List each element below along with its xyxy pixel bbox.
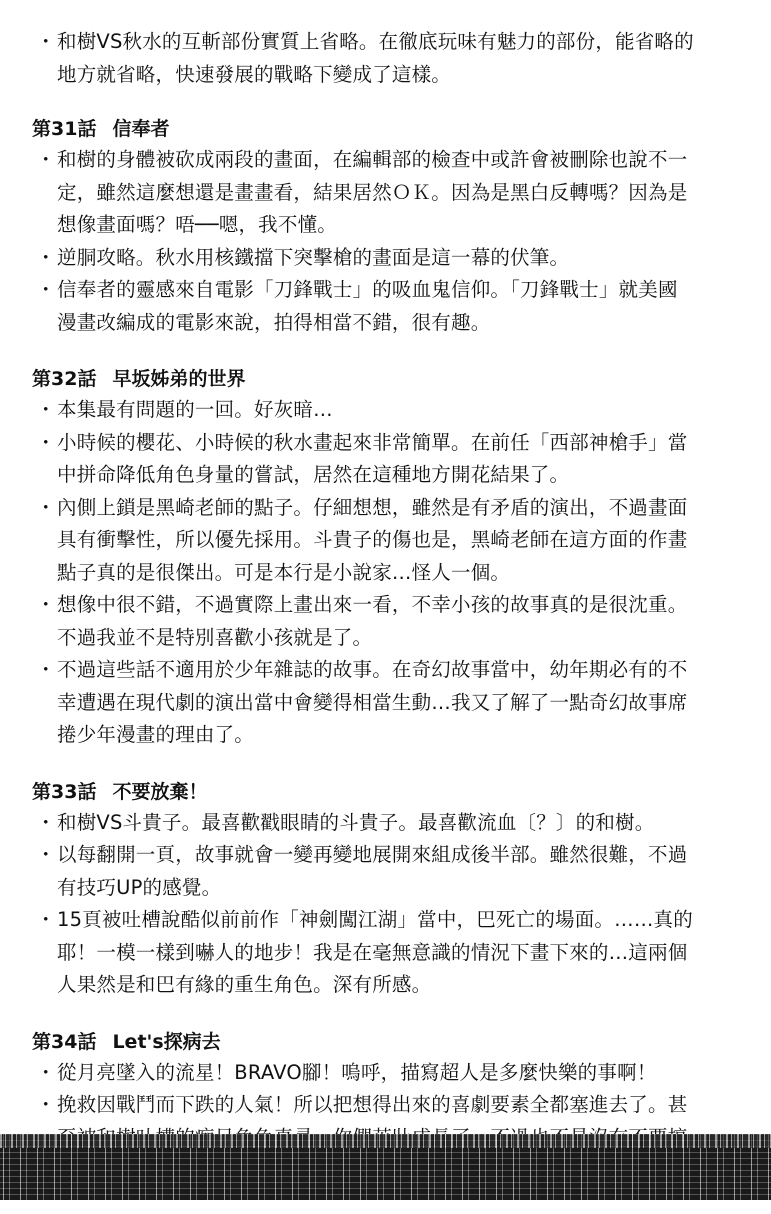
note-bullet bbox=[30, 492, 758, 590]
note-bullet bbox=[30, 26, 758, 91]
note-line: 中拼命降低角色身量的嘗試，居然在這種地方開花結果了。 bbox=[57, 463, 570, 486]
chapter-section bbox=[30, 779, 758, 1002]
chapter-section bbox=[30, 26, 758, 91]
notes-content bbox=[30, 26, 758, 1214]
note-bullet bbox=[30, 839, 758, 904]
note-line: 15頁被吐槽說酷似前前作「神劍闖江湖」當中，巴死亡的場面。……真的 bbox=[57, 908, 693, 931]
note-line: 具有衝擊性，所以優先採用。斗貴子的傷也是，黑崎老師在這方面的作畫 bbox=[57, 528, 688, 551]
note-line: 有技巧UP的感覺。 bbox=[57, 875, 222, 899]
chapter-title: 早坂姊弟的世界 bbox=[112, 368, 246, 390]
bullet-mark: ・ bbox=[36, 1093, 56, 1116]
bullet-mark: ・ bbox=[36, 30, 56, 53]
chapter-section bbox=[30, 116, 758, 339]
note-bullet bbox=[30, 1057, 758, 1090]
chapter-heading bbox=[32, 366, 758, 392]
note-line: 漫畫改編成的電影來說，拍得相當不錯，很有趣。 bbox=[57, 310, 491, 334]
note-line: 小時候的櫻花、小時候的秋水畫起來非常簡單。在前任「西部神槍手」當 bbox=[57, 430, 688, 454]
bullet-mark: ・ bbox=[36, 1060, 56, 1084]
chapter-title: 不要放棄！ bbox=[112, 780, 208, 803]
note-line: 想像畫面嗎？唔──嗯，我不懂。 bbox=[57, 213, 337, 236]
note-line: 人果然是和巴有緣的重生角色。深有所感。 bbox=[57, 973, 432, 996]
note-line: 本集最有問題的一回。好灰暗… bbox=[57, 398, 333, 421]
chapter-number: 第31話 bbox=[32, 118, 97, 140]
chapter-number: 第34話 bbox=[32, 1030, 97, 1053]
note-line: 從月亮墜入的流星！BRAVO腳！嗚呼，描寫超人是多麼快樂的事啊！ bbox=[57, 1060, 657, 1084]
note-line: 和樹VS斗貴子。最喜歡戳眼睛的斗貴子。最喜歡流血〔？〕的和樹。 bbox=[57, 810, 655, 834]
note-bullet bbox=[30, 274, 758, 339]
bullet-mark: ・ bbox=[36, 398, 56, 421]
screentone-footer bbox=[0, 1134, 771, 1200]
note-bullet bbox=[30, 807, 758, 840]
note-line: 內側上鎖是黑崎老師的點子。仔細想想，雖然是有矛盾的演出，不過畫面 bbox=[57, 495, 688, 519]
chapter-title: 信奉者 bbox=[112, 118, 170, 140]
note-bullet bbox=[30, 242, 758, 275]
note-bullet bbox=[30, 427, 758, 492]
note-line: 不過這些話不適用於少年雜誌的故事。在奇幻故事當中，幼年期必有的不 bbox=[57, 658, 688, 681]
bullet-mark: ・ bbox=[36, 843, 56, 866]
bullet-mark: ・ bbox=[36, 593, 56, 616]
note-line: 地方就省略，快速發展的戰略下變成了這樣。 bbox=[57, 62, 452, 86]
bullet-mark: ・ bbox=[36, 908, 56, 931]
bullet-mark: ・ bbox=[36, 495, 56, 519]
bullet-mark: ・ bbox=[36, 148, 56, 171]
chapter-heading bbox=[32, 116, 758, 142]
bullet-mark: ・ bbox=[36, 658, 56, 681]
note-line: 逆胴攻略。秋水用核鐵擋下突擊槍的畫面是這一幕的伏筆。 bbox=[57, 245, 570, 269]
note-line: 點子真的是很傑出。可是本行是小說家…怪人一個。 bbox=[57, 560, 511, 584]
chapter-number: 第33話 bbox=[32, 780, 97, 803]
note-bullet bbox=[30, 144, 758, 242]
note-bullet bbox=[30, 589, 758, 654]
bullet-mark: ・ bbox=[36, 245, 56, 269]
bullet-mark: ・ bbox=[36, 278, 56, 301]
chapter-section bbox=[30, 366, 758, 752]
note-bullet bbox=[30, 904, 758, 1002]
note-line: 信奉者的靈感來自電影「刀鋒戰士」的吸血鬼信仰。「刀鋒戰士」就美國 bbox=[57, 278, 678, 301]
note-bullet bbox=[30, 654, 758, 752]
note-line: 耶！一模一樣到嚇人的地步！我是在毫無意識的情況下畫下來的…這兩個 bbox=[57, 940, 688, 964]
note-line: 和樹的身體被砍成兩段的畫面，在編輯部的檢查中或許會被刪除也說不一 bbox=[57, 148, 688, 171]
chapter-title: Let's探病去 bbox=[112, 1030, 221, 1053]
chapter-heading bbox=[32, 1029, 758, 1055]
note-line: 以每翻開一頁，故事就會一變再變地展開來組成後半部。雖然很難，不過 bbox=[57, 843, 688, 866]
note-line: 不過我並不是特別喜歡小孩就是了。 bbox=[57, 625, 373, 649]
note-line: 和樹VS秋水的互斬部份實質上省略。在徹底玩味有魅力的部份，能省略的 bbox=[57, 30, 694, 53]
note-bullet bbox=[30, 394, 758, 427]
note-line: 捲少年漫畫的理由了。 bbox=[57, 723, 255, 746]
note-line: 想像中很不錯，不過實際上畫出來一看，不幸小孩的故事真的是很沈重。 bbox=[57, 593, 688, 616]
note-line: 挽救因戰鬥而下跌的人氣！所以把想得出來的喜劇要素全都塞進去了。甚 bbox=[57, 1093, 688, 1116]
bullet-mark: ・ bbox=[36, 430, 56, 454]
chapter-number: 第32話 bbox=[32, 368, 97, 390]
chapter-heading bbox=[32, 779, 758, 805]
note-line: 定，雖然這麼想還是畫畫看，結果居然ＯＫ。因為是黑白反轉嗎？因為是 bbox=[57, 180, 688, 204]
note-line: 幸遭遇在現代劇的演出當中會變得相當生動…我又了解了一點奇幻故事席 bbox=[57, 690, 688, 714]
bullet-mark: ・ bbox=[36, 810, 56, 834]
